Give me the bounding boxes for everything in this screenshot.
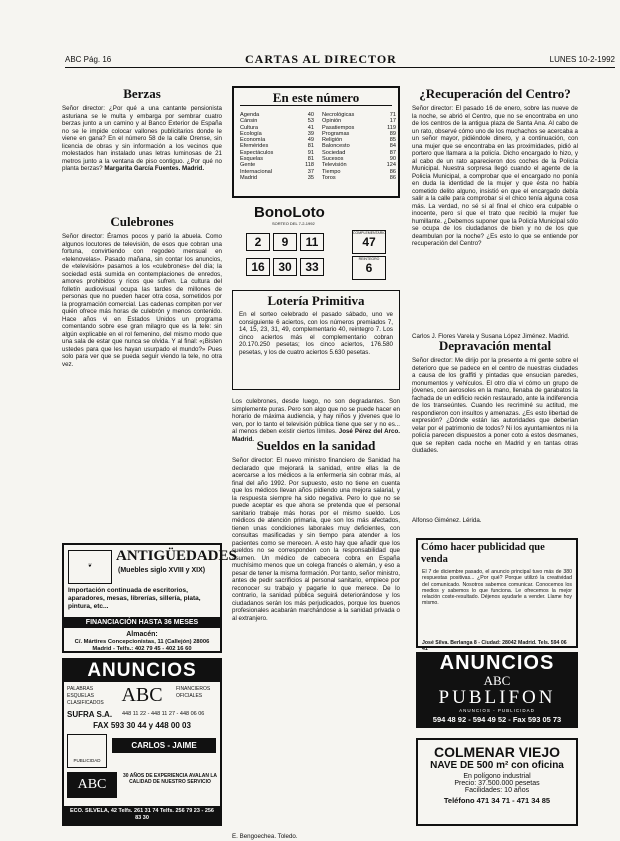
ad-line: En polígono industrial (463, 773, 531, 780)
index-entry-page: 17 (389, 118, 396, 125)
ad-address: ECO. SILVELA, 42 Telfs. 261 31 74 Telfs. 256 79 23 - 256 83 30 (64, 806, 220, 824)
complementary-box (352, 230, 386, 254)
ad-abc-anuncios (62, 658, 222, 826)
ad-colmenar (416, 738, 578, 826)
index-entry-label: Efemérides (240, 143, 269, 150)
index-title: En este número (240, 90, 392, 106)
reintegro-label: REINTEGRO (358, 257, 380, 261)
letter-recuperacion (412, 86, 578, 341)
letter-title: ¿Recuperación del Centro? (419, 86, 571, 101)
index-entry-label: Esquelas (240, 156, 264, 163)
ad-title: ANUNCIOS (64, 660, 220, 682)
letter-signature: Margarita García Fuentes. Madrid. (104, 165, 205, 172)
loteria-body: En el sorteo celebrado el pasado sábado, uno ve consiguiente 6 aciertos, con los números premiados 7, 14, 15, 23, 31, 49, complementario 40, reintegro 7. Los cinco aciertos más el complementario cobran 20.170.250 pesetas; los cinco aciertos, 176.580 pesetas, y los de cuatro aciertos 5.630 pesetas. (239, 311, 393, 356)
ad-phone: Teléfono 471 34 71 - 471 34 85 (443, 796, 551, 805)
index-entry-label: Necrológicas (322, 112, 355, 118)
reintegro-number: 6 (365, 261, 373, 275)
page-number: ABC Pág. 16 (65, 55, 112, 64)
letter-title: Berzas (123, 86, 161, 101)
index-entry-page: 89 (389, 130, 396, 137)
bonoloto-row-2 (246, 258, 327, 276)
ad-publicidad: PUBLICIDAD (67, 734, 107, 768)
lottery-number: 30 (273, 258, 297, 276)
index-entry-label: Agenda (240, 112, 260, 118)
ad-terms: Facilidades: 10 años (464, 787, 530, 794)
index-entry-label: Cultura (240, 124, 259, 131)
letter-signature: E. Bengoechea. Toledo. (232, 833, 298, 840)
letter-title: Sueldos en la sanidad (256, 438, 376, 453)
index-entry-label: Madrid (240, 174, 258, 181)
lottery-number: 33 (300, 258, 324, 276)
ad-antiguedades (62, 543, 237, 653)
index-entry-page: 91 (307, 149, 314, 156)
ad-subtitle: NAVE DE 500 m² con oficina (430, 760, 564, 771)
ad-publicidad-venda (416, 538, 578, 652)
index-entry-label: Sucesos (322, 156, 344, 163)
index-left-list (240, 112, 314, 181)
abc-logo: ABC (483, 673, 511, 688)
lottery-number: 11 (300, 233, 324, 251)
letter-signature: Alfonso Giménez. Lérida. (412, 517, 482, 524)
ad-right-text: FINANCIEROS OFICIALES (176, 686, 211, 699)
letter-body: Los culebrones, desde luego, no son degradantes. Son simplemente puras. Pero son algo que no se puede hacer en horario de máxima audiencia, y hay niños y jóvenes que lo ven, por lo tanto el televisión pública tiene que ser y no es... al menos deben existir ciertos límites. (232, 398, 400, 435)
index-entry-label: Economía (240, 137, 266, 144)
ad-contact: José Silva. Berlanga 8 - Ciudad: 28042 Madrid. Tels. 594 06 41 (422, 640, 567, 652)
letter-culebrones (62, 214, 222, 539)
ad-financing-bar: FINANCIACIÓN HASTA 36 MESES (64, 617, 220, 628)
index-entry (322, 175, 396, 181)
index-box (232, 86, 400, 198)
index-entry-label: Opinión (322, 118, 342, 125)
loteria-title: Lotería Primitiva (267, 293, 365, 308)
section-title: CARTAS AL DIRECTOR (245, 52, 397, 66)
index-entry-page: 53 (307, 118, 314, 125)
index-entry-page: 37 (307, 168, 314, 175)
reintegro-box (352, 256, 386, 280)
letter-body: Señor director: Me dirijo por la presente a mi gente sobre el deterioro que se padece en el centro de nuestras ciudades a causa de los graffiti y pintadas que ensucian paredes, monumentos y vehículos. El otro día vi cómo un grupo de jóvenes, con aerosoles en la mano, llenaba de garabatos la fachada de un edificio recién restaurado, ante la indiferencia de los transeúntes. Cuando les recriminé su actitud, me respondieron con insultos y amenazas. ¿Es esto libertad de expresión? ¿Dónde están las autoridades que deberían velar por el patrimonio de todos? Ni los ayuntamientos ni la policía parecen dispuestos a poner coto a estos desmanes, que se repiten cada noche en Madrid y en tantas otras ciudades. (412, 357, 578, 454)
ad-phones: 594 48 92 - 594 49 52 - Fax 593 05 73 (432, 715, 562, 724)
issue-date: LUNES 10-2-1992 (549, 55, 615, 64)
complementary-label: COMPLEMENTARIO (353, 231, 386, 235)
letter-signature: José Pérez del Arco. Madrid. (232, 428, 400, 443)
lottery-number: 2 (246, 233, 270, 251)
publifon-logo: PUBLIFON (438, 687, 556, 708)
index-entry-label: Ecología (240, 130, 262, 137)
index-entry-page: 71 (389, 112, 396, 118)
letter-title: Culebrones (110, 214, 174, 229)
ad-publifon (416, 652, 578, 728)
index-entry-page: 86 (389, 168, 396, 175)
index-entry-page: 90 (389, 156, 396, 163)
index-entry-label: Internacional (240, 168, 273, 175)
index-entry-label: Gente (240, 162, 256, 169)
abc-logo-small: ABC (67, 772, 117, 798)
letter-signature: Carlos J. Flores Varela y Susana López Jiménez. Madrid. (412, 333, 570, 340)
letter-depravacion (412, 338, 578, 525)
ad-company: SUFRA S.A. (67, 710, 113, 719)
ad-address: C/. Mártires Concepcionistas, 11 (Callejón) 28006 Madrid - Telfs.: 402 79 45 - 402 16 60 (74, 639, 210, 652)
index-entry-label: Programas (322, 130, 350, 137)
index-entry-page: 49 (307, 137, 314, 144)
index-entry-page: 87 (389, 149, 396, 156)
index-entry-label: Tiempo (322, 168, 341, 175)
index-entry-page: 35 (307, 174, 314, 181)
index-entry-label: Sociedad (322, 149, 346, 156)
ad-fax: FAX 593 30 44 y 448 00 03 (93, 721, 191, 730)
ad-title: ANUNCIOS (439, 652, 555, 674)
abc-logo: ABC (121, 684, 163, 706)
ad-title: ANTIGÜEDADES (116, 548, 237, 564)
ad-store-label: Almacén: (126, 631, 158, 638)
letter-sueldos (232, 438, 400, 841)
index-entry-label: Baloncesto (322, 143, 350, 150)
bonoloto-date: SORTEO DEL 7-2-1992 (272, 221, 315, 226)
index-entry-page: 84 (389, 143, 396, 150)
index-entry-page: 124 (386, 162, 396, 169)
index-entry (240, 175, 314, 181)
bonoloto-logo: BonoLoto (254, 204, 325, 221)
ad-carlos-jaime: CARLOS - JAIME (112, 738, 216, 753)
letter-body: Señor director: El pasado 16 de enero, sobre las nueve de la noche, se abrió el Centro, que no se encontraba en uno de los centros de la antigua plaza de Santa Ana. Al cabo de un rato, observé cómo uno de los muchachos se acercaba a un señor mayor, pidiéndole dinero, y a continuación, con una mujer que se encontraba en las proximidades, pidió al portero que llamara a la policía. Dicho encargado lo hizo, y al cabo de un rato aparecieron dos coches de la Policía Municipal. Nuestra sorpresa llegó cuando el agente de la Policía Municipal, a comprobar que el encargado no ponía en duda la identidad de la mujer y que ésta no había cometido delito alguno, insistió en que el encargado debía salir a la calle para comprobar si el chico tenía alguna cosa más. La verdad, no sé si al final el chico era culpable o inocente, pero sí que el trato que recibió la mujer fue humillante. ¿Debemos suponer que la Policía Municipal sólo se ocupa de los ciudadanos de bien y no de los que deambulan por la noche? ¿Es esto lo que se entiende por recuperación del Centro? (412, 105, 578, 247)
index-entry-label: Espectáculos (240, 149, 274, 156)
lottery-number: 9 (273, 233, 297, 251)
letter-title: Depravación mental (438, 338, 552, 353)
index-entry-page: 118 (305, 162, 314, 169)
loteria-box (232, 290, 400, 390)
page-header (65, 52, 615, 68)
letter-body: Señor director: El nuevo ministro financiero de Sanidad ha declarado que mejorará la sanidad, entre ellas la de acercarse a los médicos a la enfermería sin cobrar más, al final del año 1992. Por supuesto, esto no tiene en cuenta que los médicos llevan años pidiendo una mejora salarial, y la respuesta siempre ha sido negativa. Pero lo que no se puede aceptar es que ahora se pretenda que el personal sanitario trabaje más horas por el mismo sueldo. Los médicos de atención primaria, que son los más afectados, tienen unas condiciones laborales muy deficientes, con consultas masificadas y sin tiempo para atender a los pacientes como se merecen. A esto hay que añadir que los sueldos no se corresponden con la responsabilidad que asumen. Un médico de cabecera cobra en España muchísimo menos que un colega francés o alemán, y eso a pesar de tener la misma formación. Por tanto, señor ministro, antes de pedir sacrificios al personal sanitario, empiece por reconocer su trabajo y pagarle lo que merece. De lo contrario, la sanidad pública seguirá deteriorándose y los ciudadanos serán los más perjudicados, porque los buenos profesionales acabarán marchándose a la sanidad privada o al extranjero. (232, 457, 400, 622)
ad-phones: 448 11 22 - 448 11 27 - 448 06 06 (122, 711, 205, 717)
index-entry-page: 85 (389, 137, 396, 144)
complementary-number: 47 (362, 235, 376, 249)
letter-berzas (62, 86, 222, 203)
ad-experience: 30 AÑOS DE EXPERIENCIA AVALAN LA CALIDAD DE NUESTRO SERVICIO (123, 773, 217, 786)
ad-body: El 7 de diciembre pasado, el anuncio principal tuvo más de 380 respuestas positivas... ¿Por qué? Porque utilizó la creatividad del comunicado. Nosotros sabemos comunicar. Conocemos los medios y sabemos lo que funciona. Le ofrecemos la mejor relación coste-resultado. Déjenos ayudarle a vender. Llame hoy mismo. (422, 569, 572, 607)
letter-body: Señor director: ¿Por qué a una cantante pensionista asturiana se le multa y embarga por sembrar cuatro berzas junto a un camino y al Banco Exterior de España no se le impide colocar vallones publicitarios donde le viene en gana? En el número 58 de la calle Orense, sin licencia de obras y sin información a los vecinos que molestados han instalado unas letras luminosas de 21 metros junto a la ventana de piso contiguo. ¿Por qué no planta berzas? (62, 105, 222, 172)
index-entry-label: Televisión (322, 162, 347, 169)
index-entry-page: 81 (307, 143, 314, 150)
bonoloto-box (232, 204, 400, 282)
ad-body: Importación continuada de escritorios, aparadores, mesas, librerías, sillería, plata, pintura, etc... (68, 587, 201, 610)
bonoloto-row-1 (246, 233, 327, 251)
index-entry-page: 86 (389, 174, 396, 181)
index-entry-label: Cánsin (240, 118, 258, 125)
letter-body: Señor director: Éramos pocos y parió la abuela. Como algunos locutores de televisión, de esos que cobran una fortuna, convirtiendo con regodeo mensual en «telenovelas». Pasado mañana, sin contar los anuncios, de «televisión» pasamos a los «culebrones» del día; la sociedad está sumida en contemplaciones de enredos, amores prohibidos y ricos que sufren. La cultura del folletín audiovisual ocupa las tardes de millones de personas que no pueden hacer otra cosa, sometidos por la programación comercial. Las cadenas compiten por ver quién ofrece más horas de culebrón y menos contenido. Hace años vi en Estados Unidos un programa comentando sobre ese gran milagro que es la tele: sin algún explicable en el rol femenino, del mismo modo que una sala de estar que nunca se olvida. Y al final: «¡Bisten ustedes para que les hayan usurpado el mundo?» Pues solo para ver que se pueda seguir viendo la tele, no otra vez. (62, 233, 222, 368)
ad-price: Precio: 37.500.000 pesetas (454, 780, 540, 787)
index-entry-label: Religión (322, 137, 343, 144)
ad-left-text: PALABRAS ESQUELAS CLASIFICADOS (67, 686, 104, 706)
antiques-logo-icon: ❦ (68, 550, 112, 584)
index-entry-page: 40 (307, 112, 314, 118)
ad-title: Cómo hacer publicidad que venda (421, 542, 545, 565)
letter-culebrones-end (232, 398, 400, 443)
index-entry-page: 119 (387, 124, 396, 131)
index-entry-page: 41 (307, 124, 314, 131)
ad-subtitle: (Muebles siglo XVIII y XIX) (118, 567, 206, 574)
ad-title: COLMENAR VIEJO (433, 744, 560, 760)
index-entry-page: 81 (307, 156, 314, 163)
index-entry-label: Toros (322, 174, 336, 181)
index-entry-label: Pasatiempos (322, 124, 355, 131)
ad-subtitle: ANUNCIOS - PUBLICIDAD (459, 708, 535, 713)
index-right-list (322, 112, 396, 181)
lottery-number: 16 (246, 258, 270, 276)
index-entry-page: 39 (307, 130, 314, 137)
